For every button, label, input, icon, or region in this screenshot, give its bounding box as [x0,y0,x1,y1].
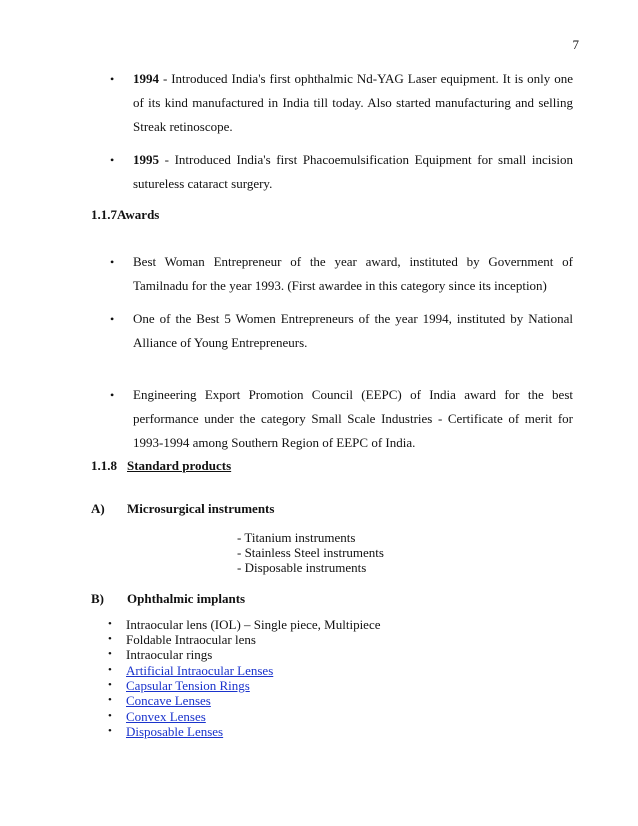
implant-bullet: • [108,618,112,630]
award-bullet: • [110,312,115,326]
implant-item: Intraocular lens (IOL) – Single piece, Multipiece [126,617,381,632]
implant-bullet: • [108,694,112,706]
subsection-title-implants: Ophthalmic implants [127,591,246,606]
history-bullet: • [110,72,115,86]
award-item: Best Woman Entrepreneur of the year award, instituted by Government of Tamilnadu for the year 1993. (First awardee in this category since its inception) [133,254,573,293]
history-text: - Introduced India's first ophthalmic Nd-YAG Laser equipment. It is only one of its kind manufactured in India till today. Also started manufacturing and selling Streak retinoscope. [133,71,573,134]
link-disposable-lenses[interactable]: Disposable Lenses [126,724,224,739]
implant-bullet: • [108,725,112,737]
implant-item: Intraocular rings [126,647,213,662]
page-number: 7 [572,37,579,52]
instrument-item: - Disposable instruments [237,560,367,575]
subsection-letter-a: A) [91,501,105,516]
implant-bullet: • [108,633,112,645]
link-capsular-tension-rings[interactable]: Capsular Tension Rings [126,678,250,693]
awards-heading: 1.1.7Awards [91,207,160,222]
implant-bullet: • [108,648,112,660]
award-bullet: • [110,388,115,402]
instrument-item: - Stainless Steel instruments [237,545,384,560]
instrument-item: - Titanium instruments [237,530,356,545]
section-number: 1.1.8 [91,458,117,473]
section-title: Standard products [127,458,232,473]
history-year: 1995 [133,152,159,167]
link-concave-lenses[interactable]: Concave Lenses [126,693,211,708]
link-convex-lenses[interactable]: Convex Lenses [126,709,206,724]
award-item: One of the Best 5 Women Entrepreneurs of the year 1994, instituted by National Alliance of Young Entrepreneurs. [133,311,573,350]
award-bullet: • [110,255,115,269]
subsection-letter-b: B) [91,591,104,606]
implant-bullet: • [108,710,112,722]
history-text: - Introduced India's first Phacoemulsification Equipment for small incision sutureless cataract surgery. [133,152,573,191]
history-year: 1994 [133,71,159,86]
link-artificial-intraocular-lenses[interactable]: Artificial Intraocular Lenses [126,663,274,678]
implant-bullet: • [108,664,112,676]
implant-item: Foldable Intraocular lens [126,632,256,647]
history-bullet: • [110,153,115,167]
history-item-1994 [133,67,573,139]
subsection-title-microsurgical: Microsurgical instruments [127,501,275,516]
history-item-1995 [133,148,573,196]
implant-bullet: • [108,679,112,691]
award-item: Engineering Export Promotion Council (EEPC) of India award for the best performance under the category Small Scale Industries - Certificate of merit for 1993-1994 among Southern Region of EEPC of India. [133,387,573,450]
